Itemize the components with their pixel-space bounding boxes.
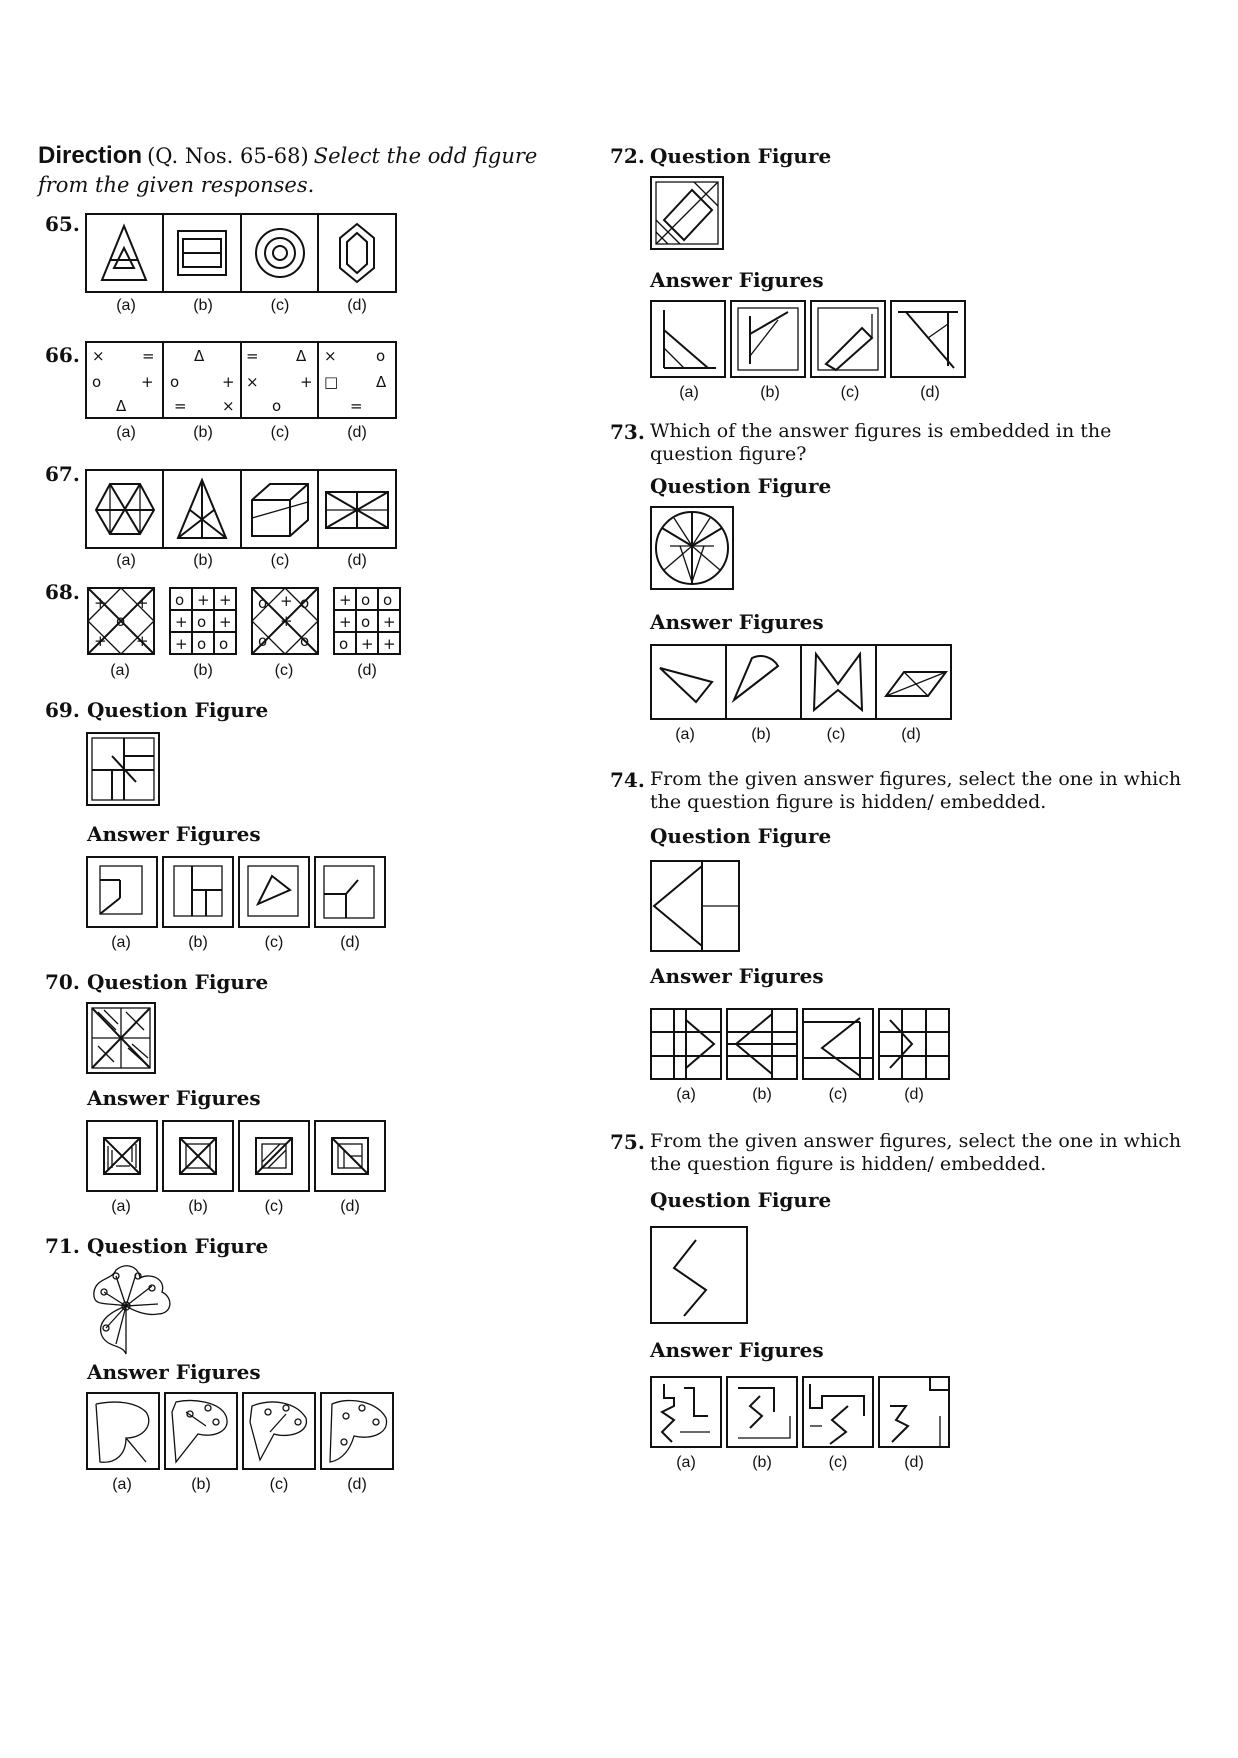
q66-option-d: (d) bbox=[347, 424, 367, 441]
question-number-69: 69. bbox=[45, 698, 80, 722]
q68d-sym4: + bbox=[339, 613, 352, 631]
q66c-sym3: × bbox=[246, 373, 259, 391]
q70-option-b: (b) bbox=[188, 1198, 208, 1215]
q66c-sym5: o bbox=[272, 397, 282, 415]
q66b-sym3: + bbox=[222, 373, 235, 391]
q66a-sym1: × bbox=[92, 347, 105, 365]
direction-heading: Direction bbox=[38, 142, 143, 169]
q68d-sym1: + bbox=[339, 591, 352, 609]
q65-option-a: (a) bbox=[116, 297, 136, 314]
q70-option-c: (c) bbox=[264, 1198, 284, 1215]
q68b-sym1: o bbox=[175, 591, 185, 609]
q71-answer-label: Answer Figures bbox=[87, 1360, 261, 1384]
q66c-sym4: + bbox=[300, 373, 313, 391]
q69-option-d: (d) bbox=[340, 934, 360, 951]
q68a-sym1: + bbox=[94, 594, 107, 612]
q68c-sym4: + bbox=[280, 612, 293, 630]
q73-answer-label: Answer Figures bbox=[650, 610, 824, 634]
q68d-sym3: o bbox=[383, 591, 393, 609]
q67-option-c: (c) bbox=[270, 552, 290, 569]
q68d-sym9: + bbox=[383, 635, 396, 653]
q69-answer-label: Answer Figures bbox=[87, 822, 261, 846]
question-number-70: 70. bbox=[45, 970, 80, 994]
direction-qnos: (Q. Nos. 65-68) bbox=[147, 144, 309, 168]
q74-question-figure bbox=[650, 860, 742, 954]
q71-option-b: (b) bbox=[191, 1476, 211, 1493]
q70-question-label: Question Figure bbox=[87, 970, 269, 994]
q73-question-label: Question Figure bbox=[650, 474, 832, 498]
direction-text-line2: from the given responses. bbox=[38, 173, 315, 197]
q68a-sym4: + bbox=[94, 632, 107, 650]
q73-option-b: (b) bbox=[751, 726, 771, 743]
q72-option-d: (d) bbox=[920, 384, 940, 401]
q73-option-c: (c) bbox=[826, 726, 846, 743]
q72-question-label: Question Figure bbox=[650, 144, 832, 168]
question-number-65: 65. bbox=[45, 212, 80, 236]
q69-option-b: (b) bbox=[188, 934, 208, 951]
q73-question-figure bbox=[650, 506, 736, 592]
q74-answer-label: Answer Figures bbox=[650, 964, 824, 988]
q71-option-d: (d) bbox=[347, 1476, 367, 1493]
q68b-sym9: o bbox=[219, 635, 229, 653]
q71-question-figure bbox=[86, 1262, 178, 1358]
q74-option-b: (b) bbox=[752, 1086, 772, 1103]
q68-option-d: (d) bbox=[357, 662, 377, 679]
q72-question-figure bbox=[650, 176, 726, 252]
q66d-sym2: o bbox=[376, 347, 386, 365]
q70-answer-label: Answer Figures bbox=[87, 1086, 261, 1110]
q68-figures bbox=[86, 586, 406, 658]
q69-option-a: (a) bbox=[111, 934, 131, 951]
q72-option-c: (c) bbox=[840, 384, 860, 401]
question-number-68: 68. bbox=[45, 580, 80, 604]
q66a-sym2: = bbox=[142, 347, 155, 365]
q68d-sym8: + bbox=[361, 635, 374, 653]
q68b-sym5: o bbox=[197, 613, 207, 631]
q73-option-a: (a) bbox=[675, 726, 695, 743]
q73-question-text: Which of the answer figures is embedded in the question figure? bbox=[650, 420, 1112, 465]
question-number-74: 74. bbox=[610, 768, 645, 792]
question-number-67: 67. bbox=[45, 462, 80, 486]
q68-option-c: (c) bbox=[274, 662, 294, 679]
q66a-sym4: + bbox=[141, 373, 154, 391]
q68-option-b: (b) bbox=[193, 662, 213, 679]
q66-option-a: (a) bbox=[116, 424, 136, 441]
direction-block bbox=[38, 142, 598, 198]
q72-option-b: (b) bbox=[760, 384, 780, 401]
direction-text-line1: Select the odd figure bbox=[313, 144, 538, 168]
q72-option-a: (a) bbox=[679, 384, 699, 401]
q74-option-c: (c) bbox=[828, 1086, 848, 1103]
q75-option-c: (c) bbox=[828, 1454, 848, 1471]
q65-option-c: (c) bbox=[270, 297, 290, 314]
q66a-sym5: Δ bbox=[116, 397, 127, 415]
q67-figures bbox=[86, 470, 398, 550]
q75-option-a: (a) bbox=[676, 1454, 696, 1471]
q74-question-text: From the given answer figures, select the one in which the question figure is hidden/ embedded. bbox=[650, 768, 1182, 813]
q66d-sym1: × bbox=[324, 347, 337, 365]
q66-option-b: (b) bbox=[193, 424, 213, 441]
q66b-sym1: Δ bbox=[194, 347, 205, 365]
q72-answer-figures bbox=[650, 300, 970, 380]
q75-option-d: (d) bbox=[904, 1454, 924, 1471]
q73-answer-figures bbox=[650, 644, 954, 722]
q66a-sym3: o bbox=[92, 373, 102, 391]
q68a-sym3: o bbox=[116, 612, 126, 630]
q68-option-a: (a) bbox=[110, 662, 130, 679]
q68d-sym7: o bbox=[339, 635, 349, 653]
q68c-sym6: o bbox=[300, 632, 310, 650]
q69-option-c: (c) bbox=[264, 934, 284, 951]
q71-option-c: (c) bbox=[269, 1476, 289, 1493]
q66d-sym5: = bbox=[350, 397, 363, 415]
q68a-sym2: + bbox=[136, 594, 149, 612]
q68c-sym1: o bbox=[258, 594, 268, 612]
q65-figures bbox=[86, 214, 398, 294]
q66c-sym2: Δ bbox=[296, 347, 307, 365]
q70-question-figure bbox=[86, 1002, 158, 1076]
q75-answer-label: Answer Figures bbox=[650, 1338, 824, 1362]
q66-figures bbox=[86, 342, 398, 420]
question-number-66: 66. bbox=[45, 343, 80, 367]
q71-question-label: Question Figure bbox=[87, 1234, 269, 1258]
q66d-sym3: □ bbox=[324, 373, 339, 391]
q74-question-label: Question Figure bbox=[650, 824, 832, 848]
q74-option-a: (a) bbox=[676, 1086, 696, 1103]
q68b-sym3: + bbox=[219, 591, 232, 609]
q68b-sym4: + bbox=[175, 613, 188, 631]
question-number-72: 72. bbox=[610, 144, 645, 168]
q69-question-figure bbox=[86, 732, 162, 808]
q75-answer-figures bbox=[650, 1376, 950, 1450]
q68b-sym7: + bbox=[175, 635, 188, 653]
q66b-sym4: = bbox=[174, 397, 187, 415]
q68b-sym2: + bbox=[197, 591, 210, 609]
q66d-sym4: Δ bbox=[376, 373, 387, 391]
q66b-sym5: × bbox=[222, 397, 235, 415]
q67-option-d: (d) bbox=[347, 552, 367, 569]
q71-option-a: (a) bbox=[112, 1476, 132, 1493]
q65-option-b: (b) bbox=[193, 297, 213, 314]
q68b-sym8: o bbox=[197, 635, 207, 653]
q68c-sym5: o bbox=[258, 632, 268, 650]
question-number-75: 75. bbox=[610, 1130, 645, 1154]
q70-option-a: (a) bbox=[111, 1198, 131, 1215]
q68c-sym2: + bbox=[280, 592, 293, 610]
question-number-73: 73. bbox=[610, 420, 645, 444]
q69-question-label: Question Figure bbox=[87, 698, 269, 722]
q65-option-d: (d) bbox=[347, 297, 367, 314]
q68d-sym2: o bbox=[361, 591, 371, 609]
q74-option-d: (d) bbox=[904, 1086, 924, 1103]
q66b-sym2: o bbox=[170, 373, 180, 391]
q68d-sym6: + bbox=[383, 613, 396, 631]
q67-option-a: (a) bbox=[116, 552, 136, 569]
q75-option-b: (b) bbox=[752, 1454, 772, 1471]
q69-answer-figures bbox=[86, 856, 392, 930]
q66c-sym1: = bbox=[246, 347, 259, 365]
q67-option-b: (b) bbox=[193, 552, 213, 569]
question-number-71: 71. bbox=[45, 1234, 80, 1258]
q70-option-d: (d) bbox=[340, 1198, 360, 1215]
q74-answer-figures bbox=[650, 1008, 954, 1082]
q71-answer-figures bbox=[86, 1392, 402, 1472]
q70-answer-figures bbox=[86, 1120, 392, 1194]
q73-option-d: (d) bbox=[901, 726, 921, 743]
q75-question-label: Question Figure bbox=[650, 1188, 832, 1212]
q68c-sym3: o bbox=[300, 594, 310, 612]
q68d-sym5: o bbox=[361, 613, 371, 631]
q68a-sym5: + bbox=[136, 632, 149, 650]
q68b-sym6: + bbox=[219, 613, 232, 631]
q75-question-text: From the given answer figures, select the one in which the question figure is hidden/ embedded. bbox=[650, 1130, 1182, 1175]
q75-question-figure bbox=[650, 1226, 750, 1326]
q72-answer-label: Answer Figures bbox=[650, 268, 824, 292]
q66-option-c: (c) bbox=[270, 424, 290, 441]
